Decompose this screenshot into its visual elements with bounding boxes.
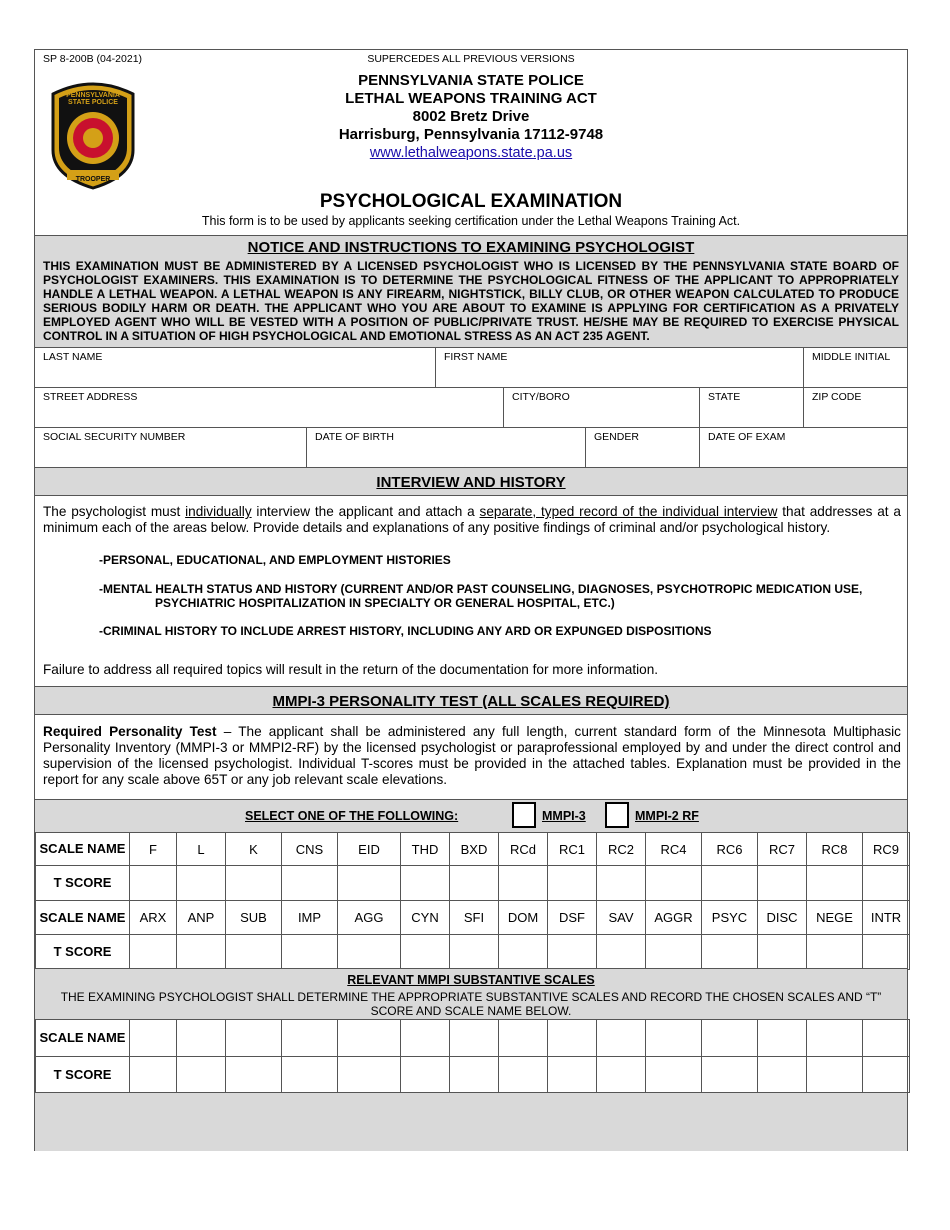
t-score-cell-b-11[interactable]	[646, 935, 702, 970]
form-subtitle: This form is to be used by applicants seeking certification under the Lethal Weapons Training Act.	[201, 214, 741, 228]
failure-note: Failure to address all required topics will result in the return of the documentation for more information.	[43, 662, 659, 677]
substantive-scale-cell-13[interactable]	[758, 1020, 807, 1057]
substantive-t-score-cell-14[interactable]	[807, 1057, 863, 1093]
notice-body: THIS EXAMINATION MUST BE ADMINISTERED BY A LICENSED PSYCHOLOGIST WHO IS LICENSED BY THE PENNSYLVANIA STATE BOARD OF PSYCHOLOGIST EXAMINERS. THIS EXAMINATION IS TO DETERMINE THE PSYCHOLOGICAL FITNESS OF THE APPLICANT TO APPROPRIATELY HANDLE A LETHAL WEAPON. A LETHAL WEAPON IS ANY FIREARM, NIGHTSTICK, BILLY CLUB, OR OTHER WEAPON CALCULATED TO PRODUCE SERIOUS BODILY HARM OR DEATH. THE APPLICANT WHO YOU ARE ABOUT TO EXAMINE IS APPLYING FOR CERTIFICATION AS A PRIVATELY EMPLOYED AGENT WHO WILL BE VESTED WITH A POSITION OF PUBLIC/PRIVATE TRUST. HE/SHE MAY BE REQUIRED TO EXERCISE PHYSICAL CONTROL IN A SITUATION OF HIGH PSYCHOLOGICAL AND EMOTIONAL STRESS AS AN ACT 235 AGENT.	[43, 259, 899, 343]
t-score-cell-a-3[interactable]	[226, 866, 282, 901]
scale-imp: IMP	[282, 901, 338, 935]
scale-name-row-1	[36, 833, 910, 866]
t-score-label: T SCORE	[36, 866, 130, 901]
notice-title: NOTICE AND INSTRUCTIONS TO EXAMINING PSYCHOLOGIST	[247, 239, 695, 256]
scale-rc8: RC8	[807, 833, 863, 866]
substantive-scale-cell-12[interactable]	[702, 1020, 758, 1057]
t-score-cell-a-5[interactable]	[338, 866, 401, 901]
t-score-cell-b-3[interactable]	[226, 935, 282, 970]
substantive-scale-cell-10[interactable]	[597, 1020, 646, 1057]
scale-name-label: SCALE NAME	[36, 1020, 130, 1057]
t-score-label: T SCORE	[36, 1057, 130, 1093]
state-field[interactable]: STATE	[699, 388, 803, 427]
scale-name-label: SCALE NAME	[36, 833, 130, 866]
substantive-t-score-cell-2[interactable]	[177, 1057, 226, 1093]
t-score-cell-b-1[interactable]	[130, 935, 177, 970]
street-address: 8002 Bretz Drive	[412, 108, 530, 125]
scale-f: F	[130, 833, 177, 866]
seal-top-text: PENNSYLVANIA STATE POLICE	[66, 92, 120, 106]
substantive-t-score-cell-5[interactable]	[338, 1057, 401, 1093]
bullet-personal-history: -PERSONAL, EDUCATIONAL, AND EMPLOYMENT HISTORIES	[99, 553, 451, 567]
scale-eid: EID	[338, 833, 401, 866]
substantive-t-score-cell-6[interactable]	[401, 1057, 450, 1093]
scale-nege: NEGE	[807, 901, 863, 935]
t-score-cell-a-4[interactable]	[282, 866, 338, 901]
select-label: SELECT ONE OF THE FOLLOWING:	[245, 809, 459, 823]
scale-bxd: BXD	[450, 833, 499, 866]
scale-agg: AGG	[338, 901, 401, 935]
substantive-scale-cell-3[interactable]	[226, 1020, 282, 1057]
city-boro-field[interactable]: CITY/BORO	[503, 388, 699, 427]
t-score-cell-a-1[interactable]	[130, 866, 177, 901]
form-title: PSYCHOLOGICAL EXAMINATION	[319, 191, 623, 212]
mmpi-requirement: Required Personality Test – The applicant shall be administered any full length, current standard form of the Minnesota Multiphasic Personality Inventory (MMPI-3 or MMPI2-RF) by the licensed psychologist or paraprofessional employed by and under the direct control and supervision of the licensed psychologist. Individual T-scores must be provided in the attached tables. Explanation must be provided in the report for any scale above 65T or any job relevant scale elevations.	[43, 724, 901, 787]
substantive-scale-table	[35, 1019, 910, 1093]
city-address: Harrisburg, Pennsylvania 17112-9748	[338, 126, 604, 143]
t-score-label: T SCORE	[36, 935, 130, 970]
substantive-scale-cell-5[interactable]	[338, 1020, 401, 1057]
t-score-cell-a-12[interactable]	[702, 866, 758, 901]
scale-sfi: SFI	[450, 901, 499, 935]
t-score-cell-a-11[interactable]	[646, 866, 702, 901]
notice-section	[35, 235, 907, 347]
t-score-cell-b-7[interactable]	[450, 935, 499, 970]
mmpi2rf-label: MMPI-2 RF	[635, 809, 699, 823]
bottom-shaded-area	[35, 1092, 907, 1151]
t-score-cell-b-5[interactable]	[338, 935, 401, 970]
form-code: SP 8-200B (04-2021)	[43, 53, 143, 65]
substantive-t-score-cell-9[interactable]	[548, 1057, 597, 1093]
scale-psyc: PSYC	[702, 901, 758, 935]
substantive-t-score-cell-11[interactable]	[646, 1057, 702, 1093]
act-name: LETHAL WEAPONS TRAINING ACT	[345, 90, 597, 107]
t-score-cell-a-14[interactable]	[807, 866, 863, 901]
scale-cns: CNS	[282, 833, 338, 866]
substantive-t-score-cell-10[interactable]	[597, 1057, 646, 1093]
substantive-instructions: THE EXAMINING PSYCHOLOGIST SHALL DETERMINE THE APPROPRIATE SUBSTANTIVE SCALES AND RECORD THE CHOSEN SCALES AND “T” SCORE AND SCALE NAME BELOW.	[60, 990, 882, 1018]
substantive-scale-cell-7[interactable]	[450, 1020, 499, 1057]
t-score-row-2	[36, 935, 910, 970]
interview-instructions: The psychologist must individually interview the applicant and attach a separate, typed record of the individual interview that addresses at a minimum each of the areas below. Provide details and explanations of any positive findings of criminal and/or psychological history.	[43, 504, 901, 535]
substantive-section	[35, 968, 907, 1019]
scale-aggr: AGGR	[646, 901, 702, 935]
t-score-cell-a-6[interactable]	[401, 866, 450, 901]
scale-rc7: RC7	[758, 833, 807, 866]
identity-row	[35, 427, 907, 467]
scale-k: K	[226, 833, 282, 866]
scale-sub: SUB	[226, 901, 282, 935]
scale-rc9: RC9	[863, 833, 910, 866]
substantive-scale-cell-9[interactable]	[548, 1020, 597, 1057]
substantive-t-score-cell-3[interactable]	[226, 1057, 282, 1093]
t-score-cell-a-7[interactable]	[450, 866, 499, 901]
t-score-cell-b-10[interactable]	[597, 935, 646, 970]
substantive-t-score-row	[36, 1057, 910, 1093]
substantive-scale-name-row	[36, 1020, 910, 1057]
mmpi-scale-table	[35, 832, 910, 970]
supersedes-note: SUPERCEDES ALL PREVIOUS VERSIONS	[367, 53, 575, 65]
seal-bottom-text: TROOPER	[75, 176, 111, 183]
t-score-cell-a-8[interactable]	[499, 866, 548, 901]
substantive-scale-cell-14[interactable]	[807, 1020, 863, 1057]
scale-rc4: RC4	[646, 833, 702, 866]
agency-name: PENNSYLVANIA STATE POLICE	[358, 72, 584, 89]
t-score-cell-b-14[interactable]	[807, 935, 863, 970]
substantive-scale-cell-1[interactable]	[130, 1020, 177, 1057]
substantive-scale-cell-8[interactable]	[499, 1020, 548, 1057]
interview-section-title: INTERVIEW AND HISTORY	[35, 467, 907, 496]
t-score-cell-a-9[interactable]	[548, 866, 597, 901]
t-score-cell-a-10[interactable]	[597, 866, 646, 901]
scale-disc: DISC	[758, 901, 807, 935]
scale-name-label: SCALE NAME	[36, 901, 130, 935]
t-score-cell-b-6[interactable]	[401, 935, 450, 970]
date-of-exam-field[interactable]: DATE OF EXAM	[699, 428, 909, 467]
t-score-row-1	[36, 866, 910, 901]
substantive-t-score-cell-13[interactable]	[758, 1057, 807, 1093]
t-score-cell-b-9[interactable]	[548, 935, 597, 970]
ssn-field[interactable]: SOCIAL SECURITY NUMBER	[43, 431, 186, 443]
last-name-field[interactable]: LAST NAME	[43, 351, 103, 363]
substantive-t-score-cell-1[interactable]	[130, 1057, 177, 1093]
bullet-criminal-history: -CRIMINAL HISTORY TO INCLUDE ARREST HISTORY, INCLUDING ANY ARD OR EXPUNGED DISPOSITIONS	[99, 624, 712, 638]
substantive-t-score-cell-8[interactable]	[499, 1057, 548, 1093]
form-frame	[34, 49, 908, 1151]
scale-arx: ARX	[130, 901, 177, 935]
t-score-cell-a-2[interactable]	[177, 866, 226, 901]
t-score-cell-b-12[interactable]	[702, 935, 758, 970]
select-version-bar	[35, 799, 907, 832]
t-score-cell-b-15[interactable]	[863, 935, 910, 970]
substantive-scale-cell-15[interactable]	[863, 1020, 910, 1057]
middle-initial-field[interactable]: MIDDLE INITIAL	[803, 348, 909, 387]
scale-thd: THD	[401, 833, 450, 866]
mmpi2rf-checkbox[interactable]	[605, 802, 629, 828]
scale-intr: INTR	[863, 901, 910, 935]
mmpi-section-title: MMPI-3 PERSONALITY TEST (ALL SCALES REQUIRED)	[35, 686, 907, 715]
substantive-t-score-cell-15[interactable]	[863, 1057, 910, 1093]
t-score-cell-a-15[interactable]	[863, 866, 910, 901]
scale-rc6: RC6	[702, 833, 758, 866]
scale-rc1: RC1	[548, 833, 597, 866]
date-of-birth-field[interactable]: DATE OF BIRTH	[306, 428, 585, 467]
substantive-scale-cell-6[interactable]	[401, 1020, 450, 1057]
scale-dsf: DSF	[548, 901, 597, 935]
website-link[interactable]: www.lethalweapons.state.pa.us	[369, 145, 573, 161]
first-name-field[interactable]: FIRST NAME	[435, 348, 803, 387]
scale-cyn: CYN	[401, 901, 450, 935]
t-score-cell-a-13[interactable]	[758, 866, 807, 901]
zip-code-field[interactable]: ZIP CODE	[803, 388, 909, 427]
t-score-cell-b-8[interactable]	[499, 935, 548, 970]
scale-dom: DOM	[499, 901, 548, 935]
scale-sav: SAV	[597, 901, 646, 935]
bullet-mental-health-line2: PSYCHIATRIC HOSPITALIZATION IN SPECIALTY OR GENERAL HOSPITAL, ETC.)	[155, 596, 615, 610]
gender-field[interactable]: GENDER	[585, 428, 699, 467]
t-score-cell-b-2[interactable]	[177, 935, 226, 970]
name-row	[35, 347, 907, 387]
substantive-title: RELEVANT MMPI SUBSTANTIVE SCALES	[347, 973, 595, 987]
substantive-scale-cell-4[interactable]	[282, 1020, 338, 1057]
substantive-scale-cell-11[interactable]	[646, 1020, 702, 1057]
t-score-cell-b-13[interactable]	[758, 935, 807, 970]
substantive-t-score-cell-4[interactable]	[282, 1057, 338, 1093]
mmpi3-label: MMPI-3	[542, 809, 586, 823]
t-score-cell-b-4[interactable]	[282, 935, 338, 970]
scale-l: L	[177, 833, 226, 866]
street-address-field[interactable]: STREET ADDRESS	[43, 391, 138, 403]
scale-rc2: RC2	[597, 833, 646, 866]
address-row	[35, 387, 907, 427]
bullet-mental-health-line1: -MENTAL HEALTH STATUS AND HISTORY (CURRENT AND/OR PAST COUNSELING, DIAGNOSES, PSYCHOTROPIC MEDICATION USE,	[99, 582, 863, 596]
scale-rcd: RCd	[499, 833, 548, 866]
mmpi3-checkbox[interactable]	[512, 802, 536, 828]
substantive-scale-cell-2[interactable]	[177, 1020, 226, 1057]
scale-anp: ANP	[177, 901, 226, 935]
substantive-t-score-cell-7[interactable]	[450, 1057, 499, 1093]
scale-name-row-2	[36, 901, 910, 935]
substantive-t-score-cell-12[interactable]	[702, 1057, 758, 1093]
